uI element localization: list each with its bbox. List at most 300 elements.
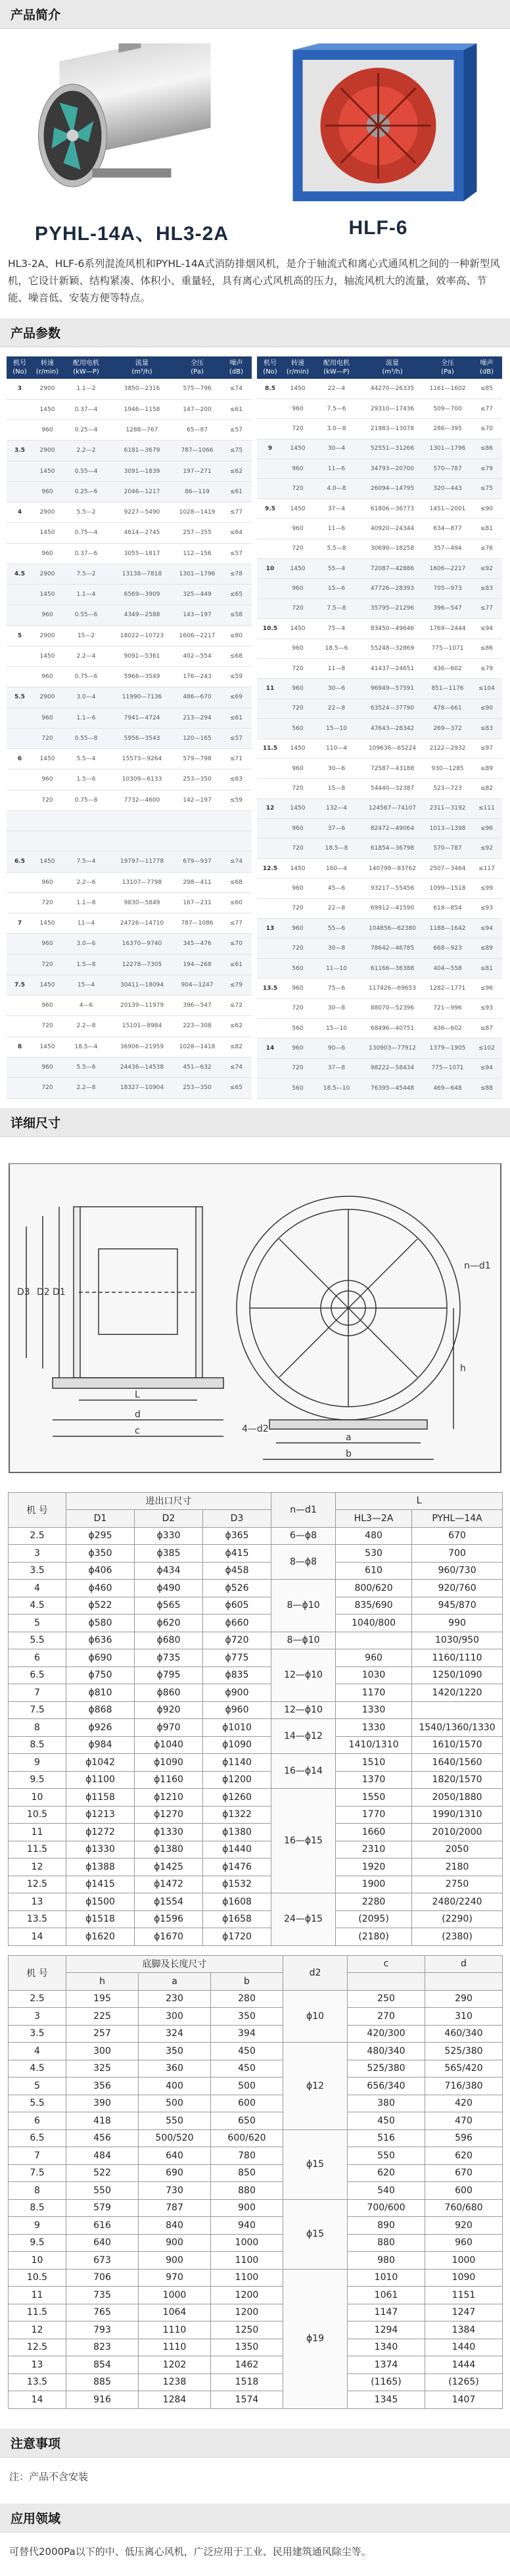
section-title: 注意事项 — [11, 2436, 61, 2451]
dim-group-cell: 8—ϕ10 — [271, 1580, 336, 1632]
section-header-app — [0, 2504, 510, 2533]
dim-cell: 8.5 — [9, 2199, 66, 2217]
dim-cell: 195 — [66, 1990, 139, 2008]
dim-row — [9, 1684, 503, 1702]
param-cell-pressure: 1188—1642 — [424, 919, 471, 938]
param-row — [257, 1079, 502, 1098]
dim-cell: 257 — [66, 2025, 139, 2043]
dim-cell: ϕ680 — [135, 1632, 203, 1649]
param-cell-pressure: 579—798 — [174, 749, 221, 769]
param-cell-flow: 3850—2316 — [110, 379, 174, 399]
header-n-d1: n—d1 — [271, 1492, 336, 1527]
param-cell-model — [7, 708, 33, 728]
dim-cell: ϕ1388 — [66, 1859, 135, 1876]
param-cell-flow: 55248—32869 — [361, 639, 424, 658]
dim-cell: 1420/1220 — [412, 1684, 503, 1702]
param-cell-flow: 7732—4600 — [110, 790, 174, 810]
param-cell-pressure: 575—796 — [174, 379, 221, 399]
param-cell-power: 30—4 — [312, 439, 361, 458]
section-title: 详细尺寸 — [11, 1115, 61, 1130]
param-cell-noise: ≤65 — [221, 1078, 252, 1099]
param-cell-power: 37—8 — [312, 1058, 361, 1078]
param-row — [7, 420, 252, 441]
param-cell-model — [257, 819, 283, 838]
label-n-d1: n—d1 — [464, 1260, 491, 1271]
dim-cell: 960/730 — [412, 1562, 503, 1580]
param-cell-noise: ≤59 — [221, 790, 252, 810]
dim-group-cell: 12—ϕ10 — [271, 1649, 336, 1702]
header-model: 机 号 — [9, 1492, 66, 1527]
dim-cell: 730 — [139, 2182, 211, 2200]
param-cell-noise: ≤57 — [221, 728, 252, 748]
param-row — [257, 758, 502, 778]
param-row — [7, 399, 252, 420]
param-cell-noise: ≤92 — [471, 559, 502, 579]
dim-cell: ϕ565 — [135, 1597, 203, 1615]
param-cell-speed: 720 — [283, 779, 312, 798]
label-a: a — [346, 1432, 352, 1443]
param-cell-flow: 20139—11979 — [110, 996, 174, 1016]
param-cell-pressure: 1161—1602 — [424, 379, 471, 399]
param-row — [257, 519, 502, 539]
param-cell-speed: 960 — [283, 758, 312, 778]
param-cell-flow: 117426—69653 — [361, 979, 424, 998]
param-cell-noise: ≤88 — [471, 1079, 502, 1098]
dim-cell: 7.5 — [9, 2164, 66, 2182]
param-cell-power: 4.0—8 — [312, 479, 361, 498]
param-cell-flow: 36906—21959 — [110, 1036, 174, 1057]
dim-cell: 656/340 — [348, 2078, 425, 2095]
param-cell-flow: 124567—74107 — [361, 798, 424, 818]
dim-cell: 1518 — [211, 2373, 283, 2391]
dim-row — [9, 1910, 503, 1928]
param-cell-noise: ≤90 — [471, 498, 502, 518]
param-cell-speed: 960 — [283, 459, 312, 479]
param-cell-noise: ≤71 — [221, 749, 252, 769]
dim-cell: (1165) — [348, 2373, 425, 2391]
dim-cell: 1540/1360/1330 — [412, 1719, 503, 1737]
param-cell-flow: 41437—24651 — [361, 658, 424, 678]
axial-fan-image — [18, 43, 245, 208]
dim-cell: 10 — [9, 2252, 66, 2270]
param-cell-speed: 560 — [283, 1019, 312, 1038]
param-cell-noise: ≤79 — [471, 459, 502, 479]
param-cell-flow: 109636—65224 — [361, 739, 424, 758]
param-row — [7, 749, 252, 769]
param-cell-flow: 18327—10904 — [110, 1078, 174, 1099]
param-cell-noise: ≤75 — [471, 479, 502, 498]
dim-cell: 920/760 — [412, 1580, 503, 1597]
param-cell-noise: ≤93 — [471, 898, 502, 918]
dim-cell: ϕ636 — [66, 1632, 135, 1649]
param-cell-speed: 560 — [283, 958, 312, 978]
param-cell-noise: ≤85 — [471, 379, 502, 399]
dim-row — [9, 1615, 503, 1632]
param-cell-power: 55—4 — [312, 559, 361, 579]
param-row — [257, 439, 502, 458]
param-cell-speed: 720 — [283, 479, 312, 498]
dim-cell: (2095) — [336, 1910, 412, 1928]
param-cell-power: 15—4 — [62, 975, 110, 995]
param-cell-model — [257, 898, 283, 918]
param-row — [257, 938, 502, 958]
dim-cell: 850 — [211, 2164, 283, 2182]
param-cell-pressure: 469—648 — [424, 1079, 471, 1098]
param-cell-pressure: 1099—1518 — [424, 879, 471, 898]
dim-cell: 400 — [139, 2078, 211, 2095]
param-cell-flow: 30411—18094 — [110, 975, 174, 995]
param-cell-noise: ≤63 — [221, 769, 252, 790]
param-cell-pressure: 176—243 — [174, 667, 221, 687]
dim-row — [9, 2339, 503, 2356]
dim-cell: ϕ460 — [66, 1580, 135, 1597]
param-cell-pressure: 679—937 — [174, 852, 221, 872]
dim-cell: 6 — [9, 2112, 66, 2130]
dim-row — [9, 2199, 503, 2217]
param-cell-pressure: 65—87 — [174, 420, 221, 441]
dim-cell: ϕ1658 — [203, 1910, 271, 1928]
dim-cell: 1410/1310 — [336, 1736, 412, 1754]
param-row — [7, 1016, 252, 1036]
dim-cell: 1640/1560 — [412, 1754, 503, 1772]
param-cell-noise — [221, 810, 252, 831]
dim-row — [9, 2112, 503, 2130]
dim-cell: 2480/2240 — [412, 1893, 503, 1911]
param-cell-flow: 18022—10723 — [110, 625, 174, 646]
dim-cell: 6.5 — [9, 2129, 66, 2147]
section-header-params — [0, 318, 510, 347]
param-row — [257, 1058, 502, 1078]
param-cell-model: 6 — [7, 749, 33, 769]
param-cell-power: 15—8 — [312, 779, 361, 798]
param-row — [257, 1038, 502, 1058]
dim-row — [9, 1928, 503, 1946]
param-cell-flow: 12278—7305 — [110, 954, 174, 975]
dim-cell: ϕ926 — [66, 1719, 135, 1737]
param-cell-pressure: 451—632 — [174, 1057, 221, 1077]
dim-row — [9, 2025, 503, 2043]
dim-row — [9, 1632, 503, 1649]
dim-cell: 600/620 — [211, 2129, 283, 2147]
dim-cell: 2280 — [336, 1893, 412, 1911]
param-cell-pressure: 167—231 — [174, 892, 221, 913]
param-cell-power: 18.5—6 — [312, 639, 361, 658]
dim-cell: 1440 — [425, 2339, 503, 2356]
param-cell-model — [257, 779, 283, 798]
param-cell-power: 5.5—6 — [62, 1057, 110, 1077]
param-cell-noise: ≤97 — [471, 739, 502, 758]
param-row — [7, 625, 252, 646]
param-cell-pressure: 402—554 — [174, 646, 221, 666]
param-cell-noise: ≤74 — [221, 379, 252, 399]
dim-cell: 1820/1570 — [412, 1771, 503, 1789]
header-d: d — [425, 1955, 503, 1973]
dim-cell: 470 — [425, 2112, 503, 2130]
dim-cell: 970 — [139, 2269, 211, 2287]
param-cell-flow: 29310—17436 — [361, 399, 424, 418]
product-images — [0, 29, 510, 246]
param-cell-pressure: 570—787 — [424, 459, 471, 479]
param-cell-pressure: 345—476 — [174, 934, 221, 954]
param-cell-power: 4—6 — [62, 996, 110, 1016]
param-cell-model — [257, 519, 283, 539]
dim-cell: ϕ1670 — [135, 1928, 203, 1946]
param-cell-noise: ≤79 — [471, 658, 502, 678]
param-cell-pressure: 787—1086 — [174, 913, 221, 934]
dim-cell: 1660 — [336, 1824, 412, 1841]
header-hl3: HL3—2A — [336, 1510, 412, 1528]
param-row — [257, 679, 502, 698]
param-row — [257, 858, 502, 878]
dim-cell: ϕ984 — [66, 1736, 135, 1754]
param-cell-speed: 720 — [283, 938, 312, 958]
dim-cell: 11 — [9, 1824, 66, 1841]
param-cell-model — [257, 879, 283, 898]
dim-cell: 1030 — [336, 1666, 412, 1684]
dim-cell: 1010 — [348, 2269, 425, 2287]
dim-cell: ϕ960 — [203, 1701, 271, 1719]
dim-cell: 1610/1570 — [412, 1736, 503, 1754]
dim-cell: ϕ1608 — [203, 1893, 271, 1911]
header-D1: D1 — [66, 1510, 135, 1528]
param-cell-speed: 960 — [33, 420, 62, 441]
dim-cell: 500 — [139, 2095, 211, 2112]
param-cell-speed: 720 — [283, 539, 312, 558]
param-row — [257, 819, 502, 838]
param-cell-model — [257, 958, 283, 978]
dim-cell: 1000 — [211, 2234, 283, 2252]
param-cell-speed: 960 — [33, 481, 62, 502]
param-cell-model — [257, 838, 283, 858]
dim-cell: 5.5 — [9, 2095, 66, 2112]
param-cell-speed: 960 — [33, 769, 62, 790]
header-power: 配用电机 (kW—P) — [312, 356, 361, 379]
dim-cell: 484 — [66, 2147, 139, 2165]
dim-cell: ϕ1518 — [66, 1910, 135, 1928]
dim-cell: ϕ522 — [66, 1597, 135, 1615]
dim-cell: 10.5 — [9, 1806, 66, 1824]
dim-cell: 11.5 — [9, 2304, 66, 2321]
param-cell-power: 0.75—6 — [62, 667, 110, 687]
param-row — [257, 698, 502, 718]
dim-cell: 550 — [348, 2147, 425, 2165]
param-row — [7, 831, 252, 852]
param-cell-noise: ≤68 — [221, 646, 252, 666]
dim-cell: 1510 — [336, 1754, 412, 1772]
param-cell-power: 11—6 — [312, 519, 361, 539]
dim-group-cell: 16—ϕ15 — [271, 1789, 336, 1893]
param-cell-model — [7, 585, 33, 605]
param-cell-speed: 1450 — [33, 1036, 62, 1057]
param-row — [7, 605, 252, 625]
label-D1: D1 — [53, 1286, 66, 1298]
param-cell-model — [7, 934, 33, 954]
param-cell-speed: 720 — [283, 898, 312, 918]
dim-cell: 3 — [9, 1545, 66, 1563]
param-cell-speed: 960 — [283, 979, 312, 998]
dim-cell: 1000 — [139, 2287, 211, 2304]
dim-group-cell: 12—ϕ10 — [271, 1701, 336, 1719]
param-cell-power: 15—10 — [312, 1019, 361, 1038]
param-cell-power: 1.5—6 — [62, 769, 110, 790]
dim-cell: 480 — [336, 1527, 412, 1545]
param-cell-pressure: 396—547 — [174, 996, 221, 1016]
label-D3: D3 — [17, 1286, 30, 1298]
dim-row — [9, 1754, 503, 1772]
param-cell-flow: 15573—9264 — [110, 749, 174, 769]
param-cell-model — [257, 938, 283, 958]
param-row — [257, 379, 502, 399]
dim-group-cell: ϕ19 — [283, 2269, 348, 2408]
param-cell-noise: ≤61 — [221, 954, 252, 975]
header-pressure: 全压 (Pa) — [174, 356, 221, 379]
param-cell-noise: ≤72 — [221, 996, 252, 1016]
dim-cell: 835/690 — [336, 1597, 412, 1615]
dim-cell: 1770 — [336, 1806, 412, 1824]
param-cell-power: 11—4 — [62, 913, 110, 934]
dim-cell: 1330 — [336, 1701, 412, 1719]
dim-cell: 290 — [425, 1990, 503, 2008]
param-cell-power: 18.5—4 — [62, 1036, 110, 1057]
param-cell-power: 7.5—4 — [62, 852, 110, 872]
dim-cell: ϕ1200 — [203, 1771, 271, 1789]
param-cell-pressure: 253—350 — [174, 1078, 221, 1099]
param-cell-flow — [110, 810, 174, 831]
dim-cell — [412, 1701, 503, 1719]
dim-cell: 1284 — [139, 2391, 211, 2409]
param-cell-flow: 9091—5361 — [110, 646, 174, 666]
param-cell-noise: ≤86 — [471, 639, 502, 658]
param-cell-pressure: 634—877 — [424, 519, 471, 539]
param-cell-noise: ≤61 — [221, 708, 252, 728]
dim-cell: 356 — [66, 2078, 139, 2095]
application-text: 可替代2000Pa以下的中、低压离心风机，广泛应用于工业、民用建筑通风除尘等。 — [9, 2545, 371, 2558]
dim-cell: 1200 — [211, 2304, 283, 2321]
param-cell-speed: 1450 — [33, 523, 62, 543]
param-cell-power — [62, 810, 110, 831]
param-cell-speed: 2900 — [33, 441, 62, 461]
param-cell-model — [7, 481, 33, 502]
param-cell-power: 45—6 — [312, 879, 361, 898]
param-cell-model — [7, 461, 33, 481]
param-cell-pressure: 668—923 — [424, 938, 471, 958]
dim-cell: 900 — [139, 2252, 211, 2270]
param-cell-noise: ≤80 — [221, 625, 252, 646]
param-cell-power: 15—2 — [62, 625, 110, 646]
param-cell-pressure: 213—294 — [174, 708, 221, 728]
param-cell-flow: 11990—7136 — [110, 687, 174, 708]
dim-cell: 14 — [9, 1928, 66, 1946]
param-row — [7, 996, 252, 1016]
param-cell-noise: ≤82 — [471, 779, 502, 798]
param-cell-pressure: 787—1066 — [174, 441, 221, 461]
dim-cell: 420 — [425, 2095, 503, 2112]
param-cell-flow: 9830—5849 — [110, 892, 174, 913]
param-cell-power: 2.2—2 — [62, 441, 110, 461]
dim-row — [9, 1666, 503, 1684]
dim-cell: 7 — [9, 2147, 66, 2165]
dim-cell: 579 — [66, 2199, 139, 2217]
param-cell-power: 160—4 — [312, 858, 361, 878]
param-cell-flow: 24436—14538 — [110, 1057, 174, 1077]
param-cell-pressure: 509—700 — [424, 399, 471, 418]
dim-row — [9, 2391, 503, 2409]
param-cell-pressure: 143—197 — [174, 605, 221, 625]
param-cell-speed: 720 — [283, 698, 312, 718]
param-cell-speed: 1450 — [283, 379, 312, 399]
param-cell-pressure: 1606—2217 — [174, 625, 221, 646]
param-cell-pressure: 1282—1771 — [424, 979, 471, 998]
param-cell-speed: 2900 — [33, 687, 62, 708]
dim-row — [9, 1649, 503, 1667]
param-cell-flow: 93217—55456 — [361, 879, 424, 898]
param-row — [7, 1057, 252, 1077]
header-speed: 转速 (r/min) — [33, 356, 62, 379]
dim-cell: 300 — [66, 2043, 139, 2060]
param-cell-flow: 40920—24344 — [361, 519, 424, 539]
param-cell-speed: 960 — [283, 639, 312, 658]
dim-cell: 780 — [211, 2147, 283, 2165]
header-flow: 流量 (m³/h) — [110, 356, 174, 379]
param-cell-power: 18.5—8 — [312, 838, 361, 858]
param-cell-pressure: 1028—1419 — [174, 502, 221, 523]
dim-cell: 360 — [139, 2060, 211, 2078]
dim-cell: 940 — [211, 2217, 283, 2235]
param-cell-flow: 47643—28342 — [361, 719, 424, 739]
dim-cell: 840 — [139, 2217, 211, 2235]
param-cell-power: 1.1—8 — [62, 892, 110, 913]
param-cell-power: 0.55—4 — [62, 461, 110, 481]
param-cell-model — [257, 598, 283, 618]
param-cell-model — [257, 719, 283, 739]
param-cell-noise: ≤57 — [221, 543, 252, 564]
dim-cell: 854 — [66, 2356, 139, 2374]
dim-cell: 7.5 — [9, 1701, 66, 1719]
param-cell-speed — [33, 810, 62, 831]
dim-cell: 4.5 — [9, 2060, 66, 2078]
param-row — [257, 419, 502, 439]
param-cell-pressure: 404—558 — [424, 958, 471, 978]
dim-cell: 1147 — [348, 2304, 425, 2321]
param-cell-flow: 26094—14795 — [361, 479, 424, 498]
param-cell-pressure: 1301—1796 — [174, 564, 221, 584]
param-cell-speed: 720 — [33, 728, 62, 748]
param-cell-pressure: 396—547 — [424, 598, 471, 618]
param-cell-speed: 960 — [283, 879, 312, 898]
param-cell-power: 132—4 — [312, 798, 361, 818]
param-cell-pressure: 197—271 — [174, 461, 221, 481]
dim-cell: 525/380 — [425, 2043, 503, 2060]
param-cell-flow: 35795—21296 — [361, 598, 424, 618]
dim-cell: 500 — [211, 2078, 283, 2095]
param-cell-model: 9.5 — [257, 498, 283, 518]
param-cell-model: 13 — [257, 919, 283, 938]
dim-row — [9, 1771, 503, 1789]
param-cell-model — [257, 1019, 283, 1038]
dim-cell: ϕ295 — [66, 1527, 135, 1545]
section-title: 产品参数 — [11, 326, 61, 341]
param-row — [257, 539, 502, 558]
param-cell-speed: 720 — [33, 790, 62, 810]
param-cell-pressure: 930—1285 — [424, 758, 471, 778]
param-cell-model — [7, 810, 33, 831]
param-row — [7, 667, 252, 687]
param-row — [257, 979, 502, 998]
param-row — [7, 975, 252, 995]
dim-cell: 1900 — [336, 1876, 412, 1893]
param-cell-noise: ≤74 — [221, 1057, 252, 1077]
dim-cell: 390 — [66, 2095, 139, 2112]
